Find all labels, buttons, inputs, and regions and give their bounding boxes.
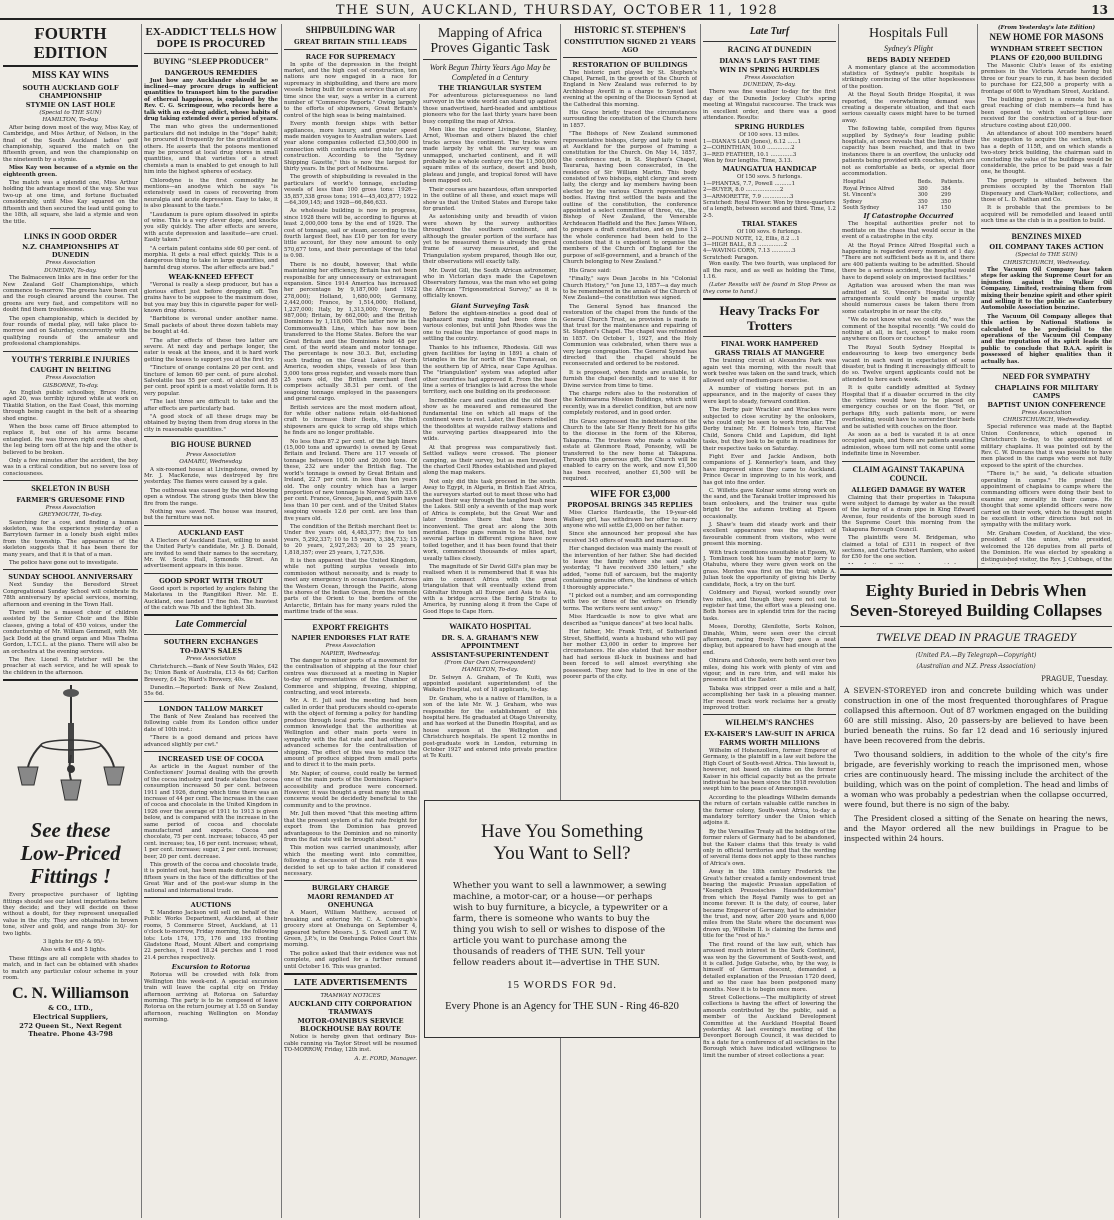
article-text: Dunedin.—Reported: Bank of New Zealand, 55s 6d. bbox=[144, 685, 278, 698]
ad-signature: A. E. FORD, Manager. bbox=[354, 1055, 417, 1062]
subheadline: WYNDHAM STREET SECTION bbox=[990, 44, 1103, 53]
subheadline: N.Z. CHAMPIONSHIPS AT DUNEDIN bbox=[22, 243, 119, 260]
article-text: It is probable that the premises to be acquired will be remodelled and leased until such time as the club is in a position to build. bbox=[981, 205, 1112, 225]
subheadline: OIL COMPANY TAKES ACTION bbox=[989, 243, 1104, 252]
article-text: An attendance of about 100 members heard the suggestion to acquire the section, which has a depth of 115ft, and on which stands a two-story brick building, the chairman said in concluding the value of the buildings would be considerable, the price to be paid was a fair one, he thought. bbox=[981, 130, 1112, 176]
article-text: The charge refers also to the restoration of the Kohimarama Mission Buildings, which until recently, was in a derelict condition, but are now completely restored, and in good order. bbox=[563, 391, 697, 417]
ad-headline: Fittings ! bbox=[29, 864, 112, 889]
article-text: At the Royal South Bridge Hospital, it was reported, the overwhelming demand was creating a desperate situation, and that each serious casualty cases might have to be turned away. bbox=[842, 92, 975, 124]
subheadline: BEDS BADLY NEEDED bbox=[866, 55, 951, 64]
article-text: Fight Ever and Jackie Andison, both companions of J. Kennerley's team, and they have improved since they came to Auckland. Prince Oscar in improving to in his work, and has got into fine order. bbox=[703, 453, 836, 486]
byline: (Australian and N.Z. Press Association) bbox=[916, 663, 1036, 670]
ad-headline: You Want to Sell? bbox=[493, 843, 631, 864]
ad-phone: Every Phone is an Agency for THE SUN - Ring 46-820 bbox=[445, 1001, 679, 1012]
race-result: 2—BUYER, 8.0 ....................2 bbox=[703, 187, 784, 194]
subheadline: FARMER'S GRUESOME FIND bbox=[16, 495, 125, 504]
column-rule bbox=[281, 24, 282, 1218]
article-text: Nothing was saved. The house was insured, but the furniture was not. bbox=[144, 508, 278, 522]
article-text: "Tincture of orange contains 20 per cent. and tincture of lemon 60 per cent. of pure alcohol. Salvolatile has 55 per cent. of alcohol and 85 per cent. proof spirit is a most volatile form. It is very popular. bbox=[144, 365, 278, 397]
column-4 bbox=[423, 24, 557, 794]
article-text: "Finally," says Dean Jacobs in his "Colonial Church History," "on June 13, 1857—a day much to be remembered in the annals of the Church of New Zealand—the constitution was signed. bbox=[563, 276, 697, 302]
article-text: "There is a good demand and prices have advanced slightly per cwt." bbox=[144, 735, 278, 748]
article-text: Miss Kay won because of a stymie on the eighteenth green. bbox=[3, 165, 138, 178]
byline: Press Association bbox=[45, 504, 96, 511]
ad-price: 15 WORDS FOR 9d. bbox=[507, 979, 617, 991]
article-text: As astonishing unity and breadth of vision were shown by the survey authorities throughout the southern continent, and although the greater portion of the surface has yet to be measured there is already the great frame of survey measured, and the Triangulation system prepared, though like our, their observations will exactly tally. bbox=[423, 214, 557, 266]
article-text: Special reference was made at the Baptist Union Conference, which opened in Christchurch to-day, to the appointment of military chaplains. It was pointed out by the Rev. C. W. Duncans that it was possible to have men placed in the camps who were not fully exposed to the spirit of the churches. bbox=[981, 424, 1112, 469]
prague-article bbox=[840, 568, 1112, 1218]
article-text: Mr. Napier, of course, could really be termed one of the main ports of the Dominion. Napier's accessibility and produce were concerned. However, it was thought a great many the small concerns would be decidedly beneficial to the community and to the province. bbox=[284, 770, 417, 809]
ad-text: Every prospective purchaser of lighting fittings should see our latest importations before they decide; and they will decide on these without a doubt, for they represent unequalled value in the city. They are obtainable in brown tone, silver and gold, and range from 30/- for two lights. bbox=[3, 892, 138, 937]
ad-text: Also with 4 and 5 lights. bbox=[40, 947, 107, 954]
ad-text: 3 lights for 65/- & 95/- bbox=[43, 938, 104, 945]
ad-text: Notice is hereby given that ordinary Bus-cable running via Taylor Street will be resumed TO-MORROW, Friday, 12th inst. bbox=[284, 1034, 417, 1054]
article-text: Their courses are hazardous, often unreported in the outline of all these, and exact maps will show us that the United States and Europe take for granted. bbox=[423, 186, 557, 212]
byline: Press Association bbox=[325, 643, 376, 650]
advertiser-subtitle: Electrical Suppliers, bbox=[32, 1013, 109, 1022]
subheadline: MAORI REMANDED AT ONEHUNGA bbox=[307, 893, 394, 910]
article-text: With track conditions unsuitable at Epsom, W. J. Tomlinson took his team by motor lorry to Otahuhu, where they were given work on the grass. Mordon was first on the trial; while A. Julian took the opportunity of giving his Derby candidate, Rock, a try on the turf. bbox=[703, 549, 836, 588]
article-text: His Grace briefly traced the circumstances surrounding the constitution of the Church here in 1857. bbox=[563, 109, 697, 129]
race-note: Scratched: Paragon. bbox=[703, 254, 759, 261]
dateline: PRAGUE, Tuesday. bbox=[1041, 675, 1108, 683]
table-row: South Sydney 147 150 bbox=[843, 205, 951, 212]
column-8 bbox=[981, 24, 1112, 564]
subheadline: RACE FOR SUPREMACY bbox=[305, 52, 396, 61]
headline: WAIKATO HOSPITAL bbox=[449, 622, 531, 632]
article-text: "I picked out a number, and am corresponding with two or three of the writers on friendly terms. The writers were sent away." bbox=[563, 593, 697, 612]
subheadline: PLANS OF £20,000 BUILDING bbox=[990, 53, 1103, 62]
subheadline: If Catastrophe Occurred bbox=[863, 212, 954, 221]
column-rule bbox=[560, 24, 561, 1218]
article-text: The property is situated between the premises occupied by the Thornton Hall Dispensary and Clark-Walker, collections, and those of L. D. Nathan and Co. bbox=[981, 177, 1112, 204]
article-text: "We do not know what we could do," was the comment of the hospital recently. "We could do nothing at all, in fact, except to make room anywhere on floors or couches." bbox=[842, 317, 975, 343]
article-text: J. Shaw's team did steady work and their excellent appearance was the subject of favourable comment from visitors, who were present this morning. bbox=[703, 522, 836, 548]
article-text: Away in the 18th century Frederick the Great's father created a family endowment trust bearing the majestic Prussian appellation of "Koenglich Preussisches Hausfideikommiss" from which the Royal Family was to get an income forever. It is the duty, of course, later became Emperor of Germany, had to administer the trust, and now, after 200 years and 6,000 miles from the State where the document was drawn up, Wilhelm II. is claiming the farms and title for the "rest of his." bbox=[703, 869, 836, 940]
race-info: Of 150 sovs. 5 furlongs. bbox=[737, 174, 802, 181]
subheadline: GREAT BRITAIN STILL LEADS bbox=[294, 37, 407, 46]
headline: MISS KAY WINS bbox=[32, 70, 109, 81]
headline: AUCKLAND EAST bbox=[178, 528, 244, 537]
subheadline: WEAK-KNEED EFFECT bbox=[168, 273, 254, 282]
ad-text: AUCKLAND CITY CORPORATION TRAMWAYS bbox=[288, 1000, 413, 1017]
headline: LONDON TALLOW MARKET bbox=[158, 704, 264, 713]
byline: (From Our Own Correspondent) bbox=[444, 659, 536, 666]
headline: WIFE FOR £3,000 bbox=[589, 488, 671, 500]
headline: SOUTHERN EXCHANGES bbox=[163, 638, 259, 647]
article-text: His Grace said: bbox=[569, 267, 611, 274]
race-title: SPRING HURDLES bbox=[734, 123, 805, 132]
article-text: Since she announced her proposal she has received 345 offers of wealth and marriage. bbox=[563, 531, 697, 544]
race-title: TRIAL STAKES bbox=[741, 220, 798, 229]
table-row: St. Vincent's 300 299 bbox=[843, 192, 951, 199]
article-text: The match was a splendid one, Miss Arthur holding the advantage most of the way. She was two-up at one time, and fortune fluctuated considerably, until Miss Kay squared on the fifteenth and then secured the lead until going to the 18th, all square, she laid a stymie and won the title. bbox=[3, 180, 138, 225]
headline: GOOD SPORT WITH TROUT bbox=[159, 576, 263, 585]
ad-body: Whether you want to sell a lawnmower, a sewing machine, a motor-car, or a house—or perhaps wish to buy furniture, a bicycle, a typewriter or a farm, there is someone who wants to buy the thing you wish to sell or wishes to dispose of the article you want to purchase among the thousands of readers of THE SUN. Tell your fellow readers about it—advertise in THE SUN. bbox=[453, 881, 668, 968]
headline: WILHELM'S RANCHES bbox=[725, 718, 814, 728]
headline: INCREASED USE OF COCOA bbox=[158, 754, 264, 763]
article-text: As article in the August number of the Confectioners' Journal dealing with the growth of the cocoa industry and trade states that cocoa consumption increased 50 per cent. between 1911 and 1926, during which time there was an increase of 44 per cent. The increase in the case of cocoa and chocolate in the United Kingdom in 1926 over the average of 1911 to 1913 is given below, and is compared with the increase in the same period of cocoa and chocolate manufactured and exports. Cocoa and chocolate, 75 per cent. increase; tobacco, 45 per cent. increase; tea, 16 per cent. increase; wheat, 1 per cent. increase; sugar, 2 per cent. increase; beer, 20 per cent. decrease. bbox=[144, 763, 278, 860]
subheadline: DIANA'S LAD'S FAST TIME bbox=[719, 56, 820, 65]
article-text: The Derby pair Wrackler and Wrackes were subjected to close scrutiny by the onlookers, who could only be seen to work from afar. The Derby trainer, Mr. F. Holmes's trio, Harvest Child, Sonora Child and Lapidum, did light tasks, but they look to be quite in readiness for their respective tasks on Saturday. bbox=[703, 407, 836, 452]
article-text: Before the eighteen-nineties a good deal of haphazard map making had been done in various colonies, but until John Rhodes was the one to realise the importance of good maps in settling the country. bbox=[423, 310, 557, 343]
subheadline: CHAPLAINS FOR MILITARY CAMPS bbox=[994, 383, 1099, 400]
byline: Press Association bbox=[45, 260, 96, 267]
subheadline: RESTORATION OF BUILDINGS bbox=[572, 60, 688, 69]
article-text: "The after effects of these two latter are severe. At next day and perhaps longer, the eater is weak at the knees, and it is hard work getting the knees to support you at the first try. bbox=[144, 337, 278, 363]
light-fitting-illustration bbox=[16, 685, 126, 815]
table-header: Hospital bbox=[843, 179, 866, 186]
ad-text: These fittings are all complete with shades to match, and in fact can be obtained with shades to match any particular colour scheme in your room. bbox=[3, 955, 138, 981]
subheadline: STYMIE ON LAST HOLE bbox=[25, 101, 116, 109]
ad-headline: See these bbox=[30, 818, 111, 843]
table-header: Patients. bbox=[940, 179, 964, 186]
subheadline: EX-KAISER'S LAW-SUIT IN AFRICA bbox=[704, 729, 835, 738]
subheadline: PROPOSAL BRINGS 345 REPLIES bbox=[567, 501, 693, 510]
subheadline: WIN IN SPRING HURDLES bbox=[719, 65, 820, 74]
column-1 bbox=[3, 24, 138, 1218]
race-result: 2—POUND NOTE, 12, Ellis, 8.2 ...1 bbox=[703, 235, 800, 242]
race-note: Won by four lengths. Time, 3.13. bbox=[703, 157, 793, 164]
table-row: Sydney 350 350 bbox=[843, 198, 951, 205]
article-text: The first round of the law suit, which has aroused much interest in the Dark Continent, was won by the Government of South-west, and it is called. Judge Gutsche, who, by the way, is himself of German descent, demanded a detailed explanation of the Prussian 1720 deed, and so the case has been postponed many months. Now it is to begin once more. bbox=[703, 941, 836, 993]
subheadline: NAPIER ENDORSES FLAT RATE bbox=[291, 634, 410, 643]
article-text: The plaintiffs were M. Bridgeman, who claimed a total of £311 in respect of five sections, and Curtis Robert Ramlem, who asked for £50 for the one section. bbox=[842, 535, 975, 561]
column-5 bbox=[563, 24, 697, 794]
headline: RACING AT DUNEDIN bbox=[727, 45, 812, 54]
article-text: Ohirara and Cohoolo, were both sent over two miles, doing his work with plenty of vim and vigour, and in rare trim, and will make his presence felt at the Easter. bbox=[703, 658, 836, 684]
article-text: The Vacuum Oil Company has taken steps for asking the Supreme Court for an injunction against the Walker Oil Company, Limited, restraining them from mixing their benzine spirit and other spirit and selling it to the public as Canterbury Automobile Association benzine. bbox=[981, 266, 1112, 312]
column-rule bbox=[419, 24, 420, 1218]
article-text: The following table, compiled from figures supplied by Sydney's four leading public hospitals, at once reveals that the limits of their capacity has been reached, and that in two instances there is an overflow, the unlucky odd patients being provided with couches, which are not as comfortable as beds, or special floor accommodation. bbox=[842, 126, 975, 177]
article-text: The historic part played by St. Stephen's Chapel, Parnell, in the growth of the Church of England in New Zealand was referred to by Archbishop Averill in a charge to Synod last evening at the opening of the Diocesan Synod at the Cathedral this morning. bbox=[563, 69, 697, 108]
subheadline: SOUTH AUCKLAND GOLF CHAMPIONSHIP bbox=[22, 84, 119, 100]
article-text: The magnitude of Sir David Gill's plan may be realised when it is remembered that it was his aim to connect Africa with the great triangulation that will eventually extend from Gibraltar through all Europe and Asia to Asia, with a bridge across the Bering Straits to America, by running along it from the Cape of Good Hope to Cape Horn. bbox=[423, 564, 557, 615]
article-text: Every month foreign ships with better appliances, more luxury, and greater speed made maiden voyages to Australian waters. Last year alone companies collected £3,500,000 in connection with contracts entered into for new construction. According to the "Sydney Shipping Gazette," this is now the largest for thirty years. In the port of Melbourne. bbox=[284, 121, 417, 172]
classified-advert bbox=[424, 800, 700, 1038]
article-text: The President closed a sitting of the Senate on hearing the news, and the Mayor ordered all the new buildings in Prague to be inspected within 24 hours. bbox=[844, 814, 1108, 843]
headline: NEW HOME FOR MASONS bbox=[989, 32, 1104, 43]
article-text: A number of visiting horses put in an appearance, and in the majority of cases they were kept to steady, forward condition. bbox=[703, 385, 836, 405]
section-heading: LATE ADVERTISEMENTS bbox=[293, 977, 408, 987]
headline: Excursion to Rotorua bbox=[171, 963, 251, 972]
article-text: The open championship, which is decided by four rounds of medal play, will take place to-morrow and on Saturday, concurrently with the qualifying rounds of the amateur and professional championships. bbox=[3, 315, 138, 348]
subheadline: GRASS TRIALS AT MANGERE bbox=[714, 349, 825, 358]
article-text: Christchurch.—Bank of New South Wales, £42 5s; Union Bank of Australia, £13 4s 6d; Carlton Brewery, £4 3s; Ward's Brewery, 40s. bbox=[144, 663, 278, 683]
masthead-title: THE SUN, AUCKLAND, THURSDAY, OCTOBER 11, 1928 bbox=[335, 3, 779, 18]
article-text: No less than 87.2 per cent. of the high liners (15,000 tons and upwards) is owned by Great Britain and Ireland. There are 117 vessels of tonnage between 10,000 and 20,000 tons. Of these, 232 are under the British flag. The world's tonnage is owned by Great Britain and Ireland, 22.7 per cent. in less than ten years old. The only country which has a larger proportion of new tonnage is Norway, with 33.6 per cent. France, Greece, Japan, and Spain have less than 10 per cent. and of the United States seagoing vessels 12.6 per cent. are less than five years old. bbox=[284, 438, 417, 522]
article-text: Mr. Graham Cowden, of Auckland, the vice-president of the union, who presided, welcomed the 126 deputies from all parts of the Dominion. He was elected by speaking a distinguished visitor, the Rev. J. Cubbage, of the bbox=[981, 530, 1112, 563]
subheadline: CONSTITUTION SIGNED 21 YEARS AGO bbox=[564, 37, 696, 54]
article-text: "Laudanum is pure opium dissolved in spirits of wine. This is a very clever dope, and knocks you silly quickly. The after effects are severe, with acute depression and lassitude—are cruel. Easily taken." bbox=[144, 211, 278, 244]
dateline: GISBORNE, To-day. bbox=[42, 382, 99, 389]
headline: YOUTH'S TERRIBLE INJURIES bbox=[11, 354, 130, 364]
article-text: A Electors of Auckland East, willing to assist the United Party's candidate, Mr. J. B. Donald, are invited to send their names to the secretary, Mr. W. Scots Hall, Symonds Street. An advertisement appears in this issue. bbox=[144, 537, 278, 570]
byline: (United P.A.—By Telegraph—Copyright) bbox=[915, 652, 1037, 659]
article-text: After being down most of the way, Miss Kay, of Cambridge, and Miss Arthur, of Nelson, in the final of the South Auckland ladies' golf championship, squared the match on the fifteenth green, and won the championship on the nineteenth by a stymie. bbox=[3, 124, 138, 163]
column-rule bbox=[141, 24, 142, 1218]
article-text: British services are the most modern afloat, for while other nations retain old-fashioned craft to increase their fleets, the British shipowners are quick to scrap old ships which he finds are no longer profitable. bbox=[284, 404, 417, 437]
subheadline: BAPTIST UNION CONFERENCE bbox=[987, 400, 1106, 409]
article-text: "The Bishops of New Zealand summoned representative bishops, clergy and laity to meet at Auckland for the purpose of framing a constitution for the Church. On May 14, 1857, the conference met, in St. Stephen's Chapel, Taurarua, having been consecrated, in the residence of Sir William Martin. This body consisted of two bishops, eight clergy and seven laity, the clergy and lay members having been elected by the various Church representative bodies. Having first settled the basis and the outline of the constitution, the conference appointed a select committee of three, viz., the Bishop of New Zealand, the Venerable Archdeacon Hadfield and the Rev. James Wilson, to prepare a draft constitution, and on June 13 the whole conference had been held to the conclusion that it is expedient to organise the members of the Church of England for the purpose of self-government, and a branch of the Church belonging to New Zealand." bbox=[563, 131, 697, 266]
article-text: Mr. A. E. Jull said the meeting had been called in order that producers should co-operate with the object of forming a policy for handling produce through local ports. The meeting was common knowledge that the authorities at Wellington and other main ports were in sympathy with the flat rate and had otherwise advanced schemes for the centralisation of shipping. The effect of this was to reduce the amount of produce shipped from small ports and to direct it to the main ports. bbox=[284, 698, 417, 769]
article-text: At the Royal Prince Alfred Hospital such a happening is regarded every moment of 1 day. "There are not sufficient beds as it is, and there are 400 patients waiting to be admitted. Should there be a serious accident, the hospital would have to depend solely on improvised facilities." bbox=[842, 242, 975, 281]
article-text: "A good stock of all these drugs may be obtained by buying them from drug stores in the city in reasonable quantities." bbox=[144, 414, 278, 433]
article-text: Searching for a cow, and finding a human skeleton, was the experience yesterday of a Barrytown farmer in a lonely bush eight miles from the township. The appearance of the skeleton suggests that it has been there for many years, and that it is that of a man. bbox=[3, 519, 138, 558]
article-text: Miss Clarice Hardcastle, the 19-year-old Wallsey girl, has withdrawn her offer to marry anyone who will settle £3,000 on her father. bbox=[563, 510, 697, 529]
subheadline: ALLEGED DAMAGE BY WATER bbox=[851, 485, 966, 494]
article-text: Mr. David Gill, the South African astronomer, who in Victorian days made the Capetown Observatory famous, was the man who set going the African "Trigonometrical Survey," as it is officially known. bbox=[423, 267, 557, 300]
headline: EXPORT FREIGHTS bbox=[312, 622, 389, 632]
byline: Press Association bbox=[186, 656, 236, 663]
article-text: The Masonic Club's lease of its existing premises in the Victoria Arcade having but three or four years to run, it has been decided to purchase for £22,500 a property with a frontage of 60ft to Wyndham Street, Auckland. bbox=[981, 62, 1112, 95]
article-text: This motion was carried unanimously, after which the meeting went into committee, following a discussion of the flat rate it was decided to set up to take action if considered necessary. bbox=[284, 845, 417, 877]
ad-headline: Have You Something bbox=[480, 821, 644, 842]
column-rule bbox=[700, 24, 701, 1218]
article-text: Not only did this task proceed in the south. Away to Egypt, in Algeria, in British East Africa, the surveyors started out to meet those who had pushed their way through the tangled bush near the Lakes. Still only a seventh of the map work of Africa is complete, but the Great War and later troubles there that have been inconvenient. The great arc along the 30th meridian. Huge gaps remain to be filled, but several parties in different regions have now toiled together, and it has been found that their work, commenced thousands of miles apart, usually tallies closely. bbox=[423, 478, 557, 562]
advertiser-company: & CO., LTD., bbox=[48, 1004, 93, 1013]
subheadline: Giant Surveying Task bbox=[450, 301, 530, 310]
race-info: Of 100 sovs. 13 miles. bbox=[739, 132, 800, 139]
article-text: Claiming that their properties in Takapuna were subject to damage by water as the result of the laying of a drain pipe in King Edward Avenue, four residents of the borough sued in the Supreme Court this morning from the Takapuna Borough Council. bbox=[842, 494, 975, 533]
race-result: 1—DIANA'S LAD (Jones), 6.12 ......1 bbox=[703, 138, 802, 145]
article-text: Mr. Jull then moved "that this meeting affirm that the present system of a flat rate freight for export from the Dominion has proved advantageous to the Dominion and no minority from the flat rate will be brought about." bbox=[284, 811, 417, 843]
headline: LINKS IN GOOD ORDER bbox=[23, 231, 118, 241]
article-text: T. Mandeno Jackson will sell on behalf of the Public Works Department, Auckland, at their rooms, 5 Commerce Street, Auckland, at 11 o'clock to-morrow, Friday morning, the following lots: Lots 174, 175, 176 and 193 fronting Gladstone Road, Mount Albert and comprising 22 perches, 1 rood 18.24 perches and 1 rood 21.4 perches respectively. bbox=[144, 910, 278, 961]
race-note: Scratched: Royal Flower. Won by three-quarters of a length, between second and third. Time, 1.2 2-5. bbox=[703, 200, 836, 219]
article-text: A momentary glance at the accommodation statistics of Sydney's public hospitals is strikingly convincing of the utter hopelessness of the position. bbox=[842, 64, 975, 90]
article-text: Next Sunday the Beresford Street Congregational Sunday School will celebrate its 78th anniversary by special services, morning, afternoon and evening in the Town Hall. bbox=[3, 582, 138, 608]
article-text: "A certain patent contains side 60 per cent. of morphia. It gets a real effect quickly. This is a dangerous thing to take in large quantities, and harmful drug stores. The after effects are bad." bbox=[144, 245, 278, 271]
article-text: Tabaka was stripped over a mile and a half, accomplishing her task in a pleasing manner. Her recent track work reclaims her a greatly improved trotter. bbox=[703, 685, 836, 711]
article-text: Miss Hardcastle is now to give what are described as "unique dances" at two local halls. bbox=[563, 614, 697, 627]
headline: BIG HOUSE BURNED bbox=[170, 440, 252, 450]
column-4-5-bottom bbox=[423, 1042, 697, 1218]
article-text: Dr. Graham, who is a native of Hamilton, is a son of the late Mr. W. J. Graham, who was responsible for the establishment of this hospital here. He graduated at Otago University, and has worked at the Dunedin Hospital, and as house surgeon at the Wellington and Christchurch hospitals. He spent 12 months in post-graduate work in London, returning in October 1927 and entered into private practice at Te Kuiti. bbox=[423, 695, 557, 760]
article-text: By the Versailles Treaty all the holdings of the former rulers of Germany had to be abandoned, but the Kaiser claims that this treaty is valid only in official territories and that the wording of several items does not apply to these ranches of Africa's own. bbox=[703, 828, 836, 867]
race-result: 1—PHANTAS, 7.7, Powell ..........1 bbox=[703, 180, 796, 187]
dateline: CHRISTCHURCH, Wednesday. bbox=[1002, 259, 1091, 266]
column-7 bbox=[842, 24, 975, 564]
headline: Mapping of Africa Proves Gigantic Task bbox=[430, 26, 550, 56]
subheadline: Work Begun Thirty Years Ago May be Completed in a Century bbox=[429, 63, 551, 82]
article-text: "The last three are difficult to take and the after effects are particularly bad. bbox=[144, 399, 278, 412]
article-text: The hospital authorities prefer not to meditate on the chaos that would occur in the event of a catastrophe in the city. bbox=[842, 221, 975, 241]
subheadline: TO-DAY'S SALES bbox=[179, 647, 243, 656]
article-text: As soon as a bed is vacated it is at once occupied again, and there are patients awaiting admission, whose turn will not come until some indefinite time in November. bbox=[842, 432, 975, 458]
headline: CLAIM AGAINST TAKAPUNA COUNCIL bbox=[852, 464, 965, 484]
byline: (Special to THE SUN) bbox=[1015, 252, 1078, 259]
race-result: 2—CORINTHIAN, 10.0 ..............2 bbox=[703, 145, 795, 152]
article-text: The outbreak was caused by the wind blowing open a window. The strong gusts then blew the fire from the range. bbox=[144, 487, 278, 507]
article-text: Only a few minutes after the accident, the boy was in a critical condition, but no severe loss of consciousness. bbox=[3, 458, 138, 477]
headline: NEED FOR SYMPATHY bbox=[1002, 372, 1091, 382]
article-text: The danger to minor ports of a movement for the centralisation of shipping at the four chief centres was discussed at a meeting in Napier to-day of representatives of the Chamber of Commerce and shipping, freezing, shipping, contracting, and wool interests. bbox=[284, 657, 417, 696]
article-text: The condition of the British merchant fleet is: Under five years old, 4,483,377; five to ten years, 5,292,337; 10 to 15 years, 3,384,733; 15 to 20 years, 2,927,263; 20 to 25 years, 1,818,357; over 25 years, 1,727,536. bbox=[284, 523, 417, 556]
article-text: There was fine weather to-day for the first day of the Dunedin Jockey Club's spring meeting at Wingatui racecourse. The track was in excellent order, and there was a good attendance. Results: bbox=[703, 89, 836, 121]
headline: AUCTIONS bbox=[190, 901, 232, 910]
article-text: The Vacuum Oil Company alleges that this action by National Stations is calculated to be prejudicial to the operations of the Vacuum Oil Company and the reputation of its spirit leads the public to conclude that D.A.A. spirit is possessed of higher qualities than it actually has. bbox=[981, 313, 1112, 365]
subheadline: Sydney's Plight bbox=[883, 44, 934, 53]
byline: (Special to THE SUN) bbox=[39, 110, 102, 116]
column-rule bbox=[838, 24, 839, 1218]
edition-heading: FOURTH EDITION bbox=[33, 24, 108, 62]
headline: HISTORIC ST. STEPHEN'S bbox=[574, 25, 686, 35]
byline: Press Association bbox=[1021, 409, 1072, 416]
article-text: There is no doubt, however, that while maintaining her efficiency, Britain has not been responsible for any unnecessary or extravagant expansion. Since 1914 America has increased her percentage by 9,187,000 (and 1922 278,000); Holland, 1,680,000; Germany, 2,442,000; France, by 1,514,000; Holland, 1,237,000; Italy, by 1,313,000; Norway, by 987,000; Britain, by 662,000; and the British Dominions by 1,118,000. The latter now in the Commonwealth Line, which has now been transferred to the Home States. Before the war Great Britain and the Dominions held 48 per cent. of the world steam and motor tonnage. The percentage is now 30.3. But, excluding such trading on the Great Lakes of North America, wooden ships, vessels of less than 5,000 tons gross register, and vessels more than 25 years old, the British merchant fleet comprises actually 38.31 per cent. of the seagoing tonnage employed in the passengers and general cargo. bbox=[284, 261, 417, 403]
article-text: A SEVEN-STOREYED iron and concrete building which was under construction in one of the most frequented thoroughfares of Prague collapsed this afternoon. Out of 87 workmen engaged on the building 60 are still missing. Also, 20 passers-by are believed to have been buried beneath the ruins. So far 12 dead and 16 seriously injured have been recovered from the debris. bbox=[844, 686, 1108, 745]
table-row: Royal Prince Alfred 380 384 bbox=[843, 185, 951, 192]
advertiser-address: 272 Queen St., Next Regent Theatre. Phone 43-798 bbox=[19, 1022, 122, 1039]
subheadline: CAUGHT IN BELTING bbox=[30, 366, 111, 375]
article-text: Incredible care and caution did the old Boer show as he measured and remeasured the fundamental line on which all maps of the continent were to rest. Later, the Boers rebelled the theodolites at wayside railway stations and the surveying parties disappeared into the wilds. bbox=[423, 397, 557, 443]
article-text: A six-roomed house at Livingstone, owned by Mr. J. MacKenzie, was destroyed by fire yesterday. The flames were caused by a gale. bbox=[144, 466, 278, 486]
article-text: An English public schoolboy, Bruce Heire, aged 20, was terribly injured while at work on Tikatiki Station, on the East Coast, this morning through being caught in the belt of a shearing shed engine. bbox=[3, 390, 138, 422]
dateline: DUNEDIN, To-day. bbox=[44, 267, 97, 274]
dateline: GREYMOUTH, To-day. bbox=[38, 512, 103, 519]
race-info: Of 100 sovs. 6 furlongs. bbox=[737, 229, 802, 236]
race-result: 4—WAVING CORN, 7.13 ............3 bbox=[703, 248, 796, 255]
headline: SHIPBUILDING WAR bbox=[305, 25, 396, 35]
article-text: Wilhelm of Hohenzollern, former Emperor of Germany, is the plaintiff in a law suit before the High Court of South-west Africa. This lawsuit is, however, not based on claims on the former Kaiser in his official capacity but as the private individual he has been since the 1918 revolution swept him to the peace of Amerongen. bbox=[703, 747, 836, 793]
article-text: Agitation was aroused when the man was admitted at St. Vincent's Hospital is that arrangements could only be made urgently should numerous cases be taken there from some catastrophe in or near the city. bbox=[842, 283, 975, 315]
race-title: MAUNGATUA HANDICAP bbox=[722, 165, 817, 174]
article-text: Thanks to his influence, Rhodesia. Gill was given facilities for laying in 1891 a chain of triangles in the far north of the Transvaal, on the southern tip of Africa, near Cape Agulhas. The "triangulation" system was adopted after other countries had approved it. From the base line a series of triangles is laid across the whole territory, each one building on its predecessor. bbox=[423, 344, 557, 396]
article-text: The Rev. Lionel B. Fletcher will be the preacher at each service, and he will speak to the children in the afternoon. bbox=[3, 656, 138, 676]
article-text: "Barbitone is veronal under another name. Small packets of about three dozen tablets may be bought at 4d. bbox=[144, 316, 278, 336]
dateline: NAPIER, Wednesday. bbox=[320, 650, 381, 657]
headline: Heavy Tracks For Trotters bbox=[719, 303, 820, 334]
article-text: The man who gives the undermentioned particulars did not indulge in the "dope" habit; he procured it frequently for the gratification of others. He asserts that the poisons mentioned may be procured at local drug stores in small quantities, and that varieties of a street chemists a man is enabled to get enough to lull him into the highest spheres of ecstacy. bbox=[144, 124, 278, 176]
article-text: When the boss came off Bruce attempted to replace it, but one of his arms became entangled. He was thrown right over the shed, the leg being torn off at the hip and the other is believed to be broken. bbox=[3, 424, 138, 456]
article-text: The Bank of New Zealand has received the following cable from its London office under date of 10th inst.: bbox=[144, 713, 278, 733]
article-text: Dr. Selwyn A. Graham, of Te Kuiti, was appointed assistant superintendent of the Waikato Hospital, out of 18 applicants, to-day. bbox=[423, 674, 557, 694]
article-text: A Maori, William Matthew, accused of breaking and entering Mr. C. A. Cobrough's grocery store at Onehunga on September 4, appeared before Messrs. J. S. Cowell and T. W. Green, J.P.'s, in the Onehunga Police Court this morning. bbox=[284, 910, 417, 949]
race-result: 3—HIGH BALL, 8.5 ...............2 bbox=[703, 242, 788, 249]
ad-text: MOTOR-OMNIBUS SERVICE BLOCKHOUSE BAY ROUTE bbox=[297, 1017, 404, 1034]
article-text: This growth of the cocoa and chocolate trade, it is pointed out, has been made during the past fifteen years in the face of the difficulties of the Great War and of the post-war slump in the national and international trade. bbox=[144, 862, 278, 894]
subheadline: FINAL WORK HAMPERED bbox=[720, 340, 819, 349]
article-text: Her changed decision was mainly the result of the intervention of her father. She had decided to leave the family where she said sadly yesterday, "I have received 350 letters," she added, "some full of sarcasm, but the majority containing genuine offers, the kindness of which I thoroughly appreciate." bbox=[563, 546, 697, 591]
article-lede: Just how any Aucklander should be so inclined—may procure drugs in sufficient quantities to transport him to the paradise of ethereal happiness, is explained by the Rev. C. G. Scrimgeour, who records here a talk with an ex-drug addict, whose habits of drug taking extended over a period of years. bbox=[144, 77, 278, 122]
article-text: As wholesale building is now in progress, since 1928 there will be, according to figures at least 2,000,000 tons by the end of 1929. The cost of tonnage, sail or steam, according to the fourth largest fleet, has £10 per ton for every little account, for they now amount to only 570,677 tons, and their percentage of the total is 0.98. bbox=[284, 208, 417, 260]
article-text: Men like the explorer Livingstone, Stanley, Arnot, Wissman and others blazed the chief tracks across the continent. The tracks were made largely by what the survey was an unmapped, uncharted continent, and it will probably be a whole century ere the 11,500,000 square miles of its surface, desert and bush, plateau and jungle, and tropical forest will have been mapped out. bbox=[423, 127, 557, 185]
article-text: Two thousand soldiers, in addition to the whole of the city's fire brigade, are feverishly working to reach the imprisoned men, whose cries are continuously heard. The missing include the architect of the building, which was on the point of completion. The head and limbs of a woman who was probably a pedestrian when the collapse occurred, were found, but there is no sign of the baby. bbox=[844, 750, 1108, 809]
article-text: Moses, Dorothy, Glenilotte, Sorts Kolnon, Dinahle, Whim, were seen over the circuit afternoon, racing freely. They gave a neat display, but appeared to have had enough at the end. bbox=[703, 624, 836, 656]
article-text: Won easily. The two fourth, was unplaced for all the race, and as well as holding the Time, 1.16. bbox=[703, 261, 836, 281]
article-text: C. Willetts gave Kolnar some strong work on the sand, and the Taranaki trotter impressed his team onlookers, and the trainer was quite bright for the autumn trotting at Epsom occasionally. bbox=[703, 488, 836, 520]
dateline: HAMILTON, To-day. bbox=[42, 117, 99, 124]
article-text: The General Synod has financed the restoration of the chapel from the funds of the General Church Trust, as provision is made in that trust for the maintenance and repairing of St. Stephen's Chapel. The chapel was refounded in 1857. On October 1, 1927, and the Holy Communion was celebrated, when there was a very large congregation. The General Synod has directed that the chapel should be reconsecrated and ordered to be restored. bbox=[563, 303, 697, 368]
article-text: The Royal South Sydney Hospital is endeavouring to keep two emergency beds vacant in each ward in expectation of some disaster, but is finding it increasingly difficult to do so. Twelve urgent applicants could not be attended to here each week. bbox=[842, 344, 975, 383]
subheadline: FARMS WORTH MILLIONS bbox=[719, 738, 820, 747]
article-text: Chlorodyne is the first commodity he mentions—an anodyne which he says "is extensively used in cases of recovering from neuralgia and acute depression. Easy to take, it is also pleasant to the taste." bbox=[144, 177, 278, 210]
article-text: It is proposed, when funds are available, to furnish the chapel decently, and to use it for Divine service from time to time. bbox=[563, 369, 697, 389]
masthead bbox=[0, 2, 1114, 20]
headline: BURGLARY CHARGE bbox=[311, 884, 390, 893]
article-text: There will be a massed choir of children assisted by the Senior Choir and the Bible classes, giving a total of 450 voices, under the conductorship of Mr. William Gemmell, with Mr. Jack Dodd at the grand organ and Miss Thelma Gordon, L.T.C.L. at the piano. There will also be an orchestra at the evening services. bbox=[3, 610, 138, 655]
table-header: Beds. bbox=[917, 179, 933, 186]
ad-heading: TRAMWAY NOTICES bbox=[320, 993, 381, 999]
edition-tag: (From Yesterday's late Edition) bbox=[997, 25, 1096, 31]
article-text: The growth of shipbuilding is revealed in the particulars of world's tonnage, excluding vessels of less than 100 gross tons: 1926—35,857,338 gross tons; 1914—45,403,877; 1922—64,309,145; and 1928—66,846,633. bbox=[284, 174, 417, 207]
subheadline: DR. S. A. GRAHAM'S NEW APPOINTMENT bbox=[441, 633, 539, 650]
article-text bbox=[842, 563, 975, 564]
article-text: His Grace expressed the indebtedness of the Church to the late Sir Henry Brett for his gifts to the diocese in the form of the Kiteroa, Takapuna. The trustees who made a valuable estate at Glenmore Road, Ponsonby, will be transferred to the new home at Takapuna. Through this generous gift, the Church will be enabled to carry on the work, and now £1,500 has been received, another £1,500 will be required. bbox=[563, 418, 697, 483]
article-text: The police asked that their evidence was not complete, and applied for a further remand until October 16. This was granted. bbox=[284, 950, 417, 970]
ad-headline: Low-Priced bbox=[20, 841, 121, 866]
subheadline: DANGEROUS REMEDIES bbox=[164, 68, 258, 77]
article-text: Street Collections.—The multiplicity of street collections is having the effect of lowering the amounts contributed by the public, said a member of the Auckland Development Committee at the Auckland Hospital Board yesterday. At last evening's meeting of the Devonport Borough Council, it was decided to fix a date for a conference of all societies in the Borough which have indicated willingness to limit the number of street collections a year. bbox=[703, 994, 836, 1059]
subheadline: THE TRIANGULAR SYSTEM bbox=[438, 84, 542, 92]
dateline: DUNEDIN, To-day. bbox=[743, 81, 796, 88]
hospital-table bbox=[842, 179, 975, 211]
column-3 bbox=[284, 24, 417, 1218]
dateline: OAMARU, Wednesday. bbox=[179, 459, 243, 466]
article-text: The Balmacewen links are in fine order for the New Zealand Golf Championships, which commence to-morrow. The greens have been cut and the rough cleared around the course. The greens are very fast, and competitors will no doubt find them troublesome. bbox=[3, 275, 138, 314]
article-text: "Veronal is really a sleep producer, but has a glorious effect just before dropping off. Ten grains have to be suppose to the maximum dose, but you may buy this in cigarette paper for well-known drug stores. bbox=[144, 282, 278, 314]
article-text: Good sport is reported by anglers fishing the Maketawa in the Rangitikei River. Mr. E. Auckland, one landed 17 fine fish. The heaviest of the catch was 7lb and the lightest 3lb. bbox=[144, 585, 278, 612]
byline: Press Association bbox=[744, 74, 795, 81]
headline: EX-ADDICT TELLS HOW DOPE IS PROCURED bbox=[145, 26, 277, 50]
headline: Hospitals Full bbox=[869, 26, 948, 41]
race-result: 3—ARMORETTE, 7.9 ................3 bbox=[703, 193, 794, 200]
article-text: At that progress was comparatively fast. Settled valleys were crossed. The pioneer camping, as their survey, but as men travelled, the charted Cecil Rhodes established and played along the map makers. bbox=[423, 444, 557, 477]
article-text: Coldmery and Faysal, worked soundly over two miles, and though they were not out to register fast time, the effort was a pleasing one. Both horses are in splendid trim for the racing tasks. bbox=[703, 590, 836, 622]
subheadline: BUYING "SLEEP PRODUCER" bbox=[153, 57, 269, 66]
byline: Press Association bbox=[45, 375, 96, 382]
race-result: 3—RED FEATHER, 10.1 .............3 bbox=[703, 151, 797, 158]
headline: Eighty Buried in Debris When Seven-Storeyed Building Collapses bbox=[850, 581, 1102, 620]
headline: SUNDAY SCHOOL ANNIVERSARY bbox=[8, 573, 133, 582]
article-text: The building project is a remote but is a great reaching of club members—a fund has been opened to which subscriptions are received for the construction of a four-floor structure costing about £20,000. bbox=[981, 96, 1112, 129]
article-text: The police have gone out to investigate. bbox=[9, 560, 119, 567]
article-text: It is quite candidly admitted at Sydney Hospital that if a disaster occurred in the city the victims would have to be placed on emergency couches or on the floor. "Yet, or perhaps fifty, such patients more, or were overlooking, would have to surrender their beds and be satisfied with couches on the floor. bbox=[842, 385, 975, 430]
subheadline: ASSISTANT-SUPERINTENDENT bbox=[431, 650, 549, 659]
subheadline: TWELVE DEAD IN PRAGUE TRAGEDY bbox=[875, 630, 1077, 644]
page-number: 13 bbox=[1091, 3, 1108, 17]
section-heading: Late Commercial bbox=[175, 619, 247, 631]
section-heading: Late Turf bbox=[749, 26, 790, 37]
column-2 bbox=[144, 24, 278, 1218]
headline: SKELETON IN BUSH bbox=[31, 484, 110, 494]
column-6 bbox=[703, 24, 836, 1218]
dateline: HAMILTON, To-day. bbox=[461, 667, 519, 674]
article-text: Her father, Mr. Frank Tritt, of Sutherland Street, Sheffield, wants a husband who will pay her mother £3,000 in order to improve her circumstances. He also stated that her mother had had serious ill-luck in business and had been forced to sell almost everything she possessed. They now had to live in one of the poorer parts of the city. bbox=[563, 629, 697, 680]
article-text: In spite of the depression in the freight market, and the high cost of construction, ten nations are now engaged in a race for supremacy in shipbuilding, and there are more vessels being built for ocean service than at any time since the war, says a writer in a current number of "Commerce Reports." Owing largely to the efforts of shipowners, Great Britain's control of the high seas is being maintained. bbox=[284, 61, 417, 119]
article-text: Rotorua will be crowded with folk from Wellington this week-end. A special excursion train will leave the capital city on Friday afternoon arriving at Rotorua on Saturday morning. The party is to be composed of leave Rotorua on the return journey at 1.55 on Sunday afternoon, reaching Wellington on Monday morning. bbox=[144, 972, 278, 1024]
headline: BENZINES MIXED bbox=[1011, 231, 1082, 241]
article-text: According to the pleadings Wilhelm demands the return of certain valuable cattle ranches in the former colony, South-west Africa, to-day a mandatory territory under the Union which adjoins it. bbox=[703, 794, 836, 827]
article-text: The training circuit at Alexandra Park was again wet this morning, with the result that work twelve was taken on the sand track, which allowed only of medium-pace exercise. bbox=[703, 358, 836, 384]
advertiser-name: C. N. Williamson bbox=[12, 985, 129, 1003]
article-text: "There is," he said, "a delicate situation operating in camps." He praised the appointment of chaplains to camps where the commanding officers were doing their best to examine any morality in their camps. He thought that some splendid officers were now carried on their work, which he thought might be excellent in other directions but not in sympathy with the military work. bbox=[981, 471, 1112, 529]
article-text: It is then apparent that the United Kingdom, while not putting surplus vessels into commission without necessity, and is ready to meet any emergency in ocean transport. Across the Western Ocean, through the Pacific, along the shores of the Indian Ocean, from the remote parts of the Orient to the borders of the Antarctic, Britain has for many years ruled the maritime trade of the seas. bbox=[284, 557, 417, 616]
article-text: For adventurous picturesqueness no land surveyor in the wide world can stand up against those unadvertised, hard-headed and ambitious pioneers who for the last thirty years have been busy compiling the map of Africa. bbox=[423, 93, 557, 125]
article-text: (Later Results will be found in Stop Press as they come to hand.) bbox=[703, 282, 836, 295]
byline: Press Association bbox=[186, 451, 236, 458]
dateline: CHRISTCHURCH, Wednesday. bbox=[1002, 416, 1091, 423]
